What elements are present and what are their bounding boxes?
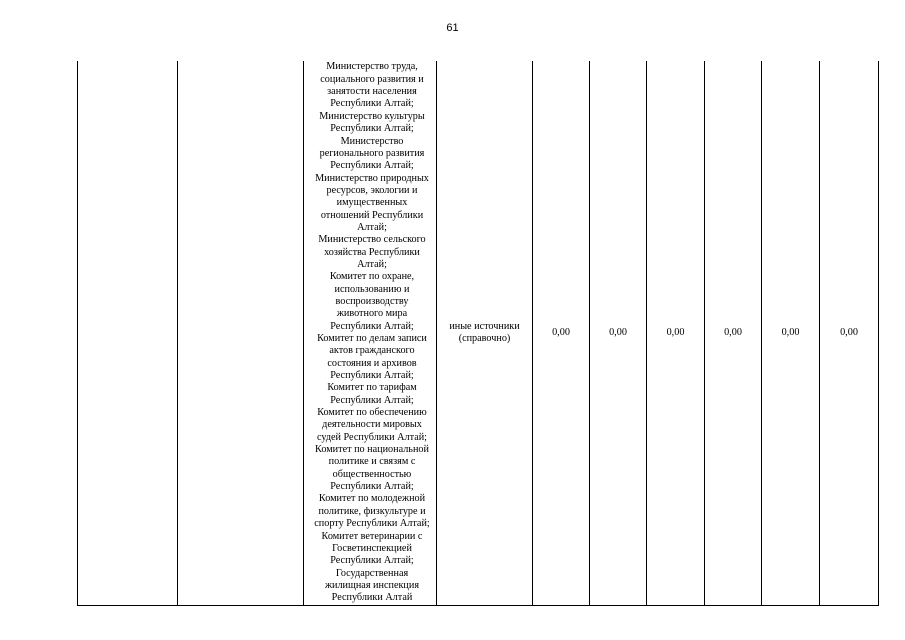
executor-line: Министерство сельского [318, 234, 426, 246]
executor-line: Государственная [335, 567, 409, 579]
executor-line: политике, физкультуре и [318, 505, 426, 517]
executor-line: Республики Алтай; [330, 370, 414, 382]
value-cell: 0,00 [533, 61, 590, 606]
executor-line: политике и связям с [328, 456, 416, 468]
executor-line: Комитет по национальной [315, 444, 429, 456]
executor-line: Республики Алтай; [330, 481, 414, 493]
executor-line: регионального развития [319, 147, 425, 159]
funding-source-cell [437, 61, 533, 606]
executor-line: использованию и [334, 283, 410, 295]
executor-line: состояния и архивов [327, 357, 417, 369]
executor-line: животного мира [336, 308, 408, 320]
executor-line: Министерство труда, [326, 61, 418, 73]
executor-line: Комитет ветеринарии с [321, 530, 423, 542]
executor-line: Комитет по тарифам [327, 382, 417, 394]
executor-line: Комитет по делам записи [317, 333, 427, 344]
funding-source-line: (справочно) [458, 333, 511, 344]
executor-line: деятельности мировых [322, 419, 422, 431]
executor-line: общественностью [332, 468, 412, 480]
executor-line: Министерство природных [315, 172, 429, 184]
table-row [78, 61, 879, 606]
executor-line: Республики Алтай; [330, 555, 414, 567]
executor-line: ресурсов, экологии и [326, 184, 418, 196]
executor-line: воспроизводству [335, 295, 409, 307]
executor-line: Республики Алтай; [330, 394, 414, 406]
executor-line: Республики Алтай; [330, 160, 414, 172]
value-cell: 0,00 [590, 61, 647, 606]
table-cell-col2 [178, 61, 304, 606]
executor-line: жилищная инспекция [324, 579, 419, 591]
executor-line: актов гражданского [329, 345, 415, 357]
executor-line: Республики Алтай; [330, 98, 414, 110]
executor-line: Комитет по охране, [329, 271, 415, 283]
executor-line: Министерство [340, 135, 404, 147]
executor-line: Республики Алтай; [330, 123, 414, 135]
executor-line: хозяйства Республики [324, 246, 420, 258]
executor-line: Алтай; [357, 221, 387, 233]
executor-line: отношений Республики [320, 209, 424, 221]
executor-line: занятости населения [327, 86, 417, 98]
table-cell-col1 [78, 61, 178, 606]
value-cell: 0,00 [647, 61, 705, 606]
funding-source-line: иные источники [449, 320, 520, 332]
executor-line: судей Республики Алтай; [316, 431, 428, 443]
executors-cell [304, 61, 437, 606]
executor-line: Комитет по обеспечению [317, 407, 427, 419]
executor-line: социального развития и [320, 73, 424, 85]
value-cell: 0,00 [820, 61, 879, 606]
executor-line: Республики Алтай; [330, 320, 414, 332]
executor-line: спорту Республики Алтай; [314, 518, 430, 530]
executor-line: Госветинспекцией [332, 542, 412, 554]
executor-line: Министерство культуры [319, 110, 425, 122]
value-cell: 0,00 [762, 61, 820, 606]
executor-line: имущественных [336, 197, 408, 209]
executor-line: Республики Алтай [331, 592, 413, 604]
executor-line: Алтай; [357, 258, 387, 270]
page-number: 61 [446, 22, 459, 34]
budget-table [77, 61, 879, 606]
executor-line: Комитет по молодежной [318, 493, 426, 505]
value-cell: 0,00 [705, 61, 762, 606]
